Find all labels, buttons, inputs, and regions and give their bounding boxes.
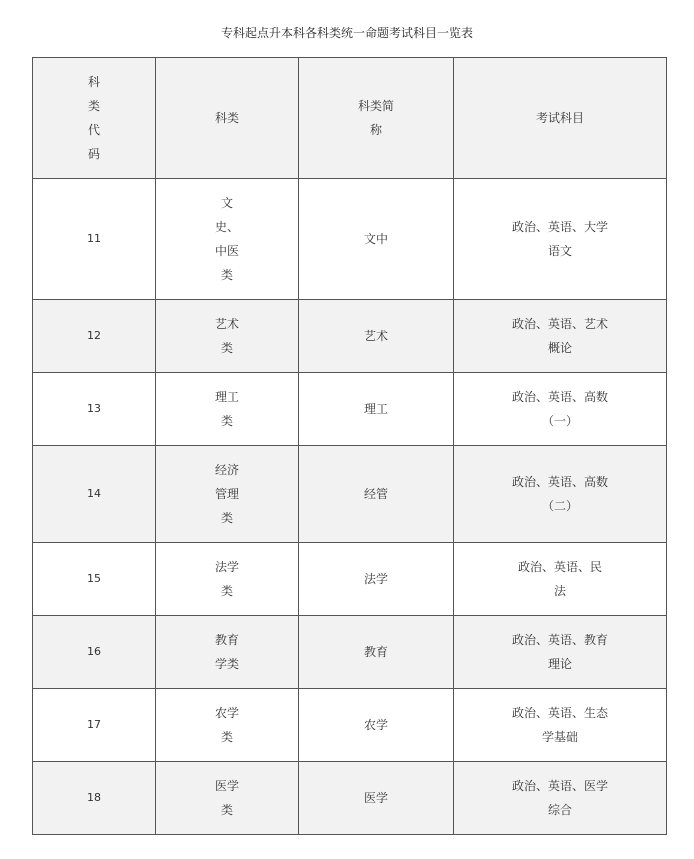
- category-text: 教育 学类: [214, 633, 239, 671]
- cell-subjects: [454, 616, 667, 689]
- subjects-text: 政治、英语、民 法: [517, 560, 602, 598]
- cell-short: [299, 762, 454, 835]
- cell-category: [156, 616, 299, 689]
- code-text: 15: [87, 572, 101, 585]
- header-short: [299, 58, 454, 179]
- short-text: 法学: [363, 572, 388, 586]
- cell-category: [156, 446, 299, 543]
- header-subjects-label: 考试科目: [535, 111, 584, 125]
- short-text: 理工: [363, 402, 388, 416]
- table-header-row: [33, 58, 667, 179]
- subjects-text: 政治、英语、大学 语文: [511, 220, 608, 258]
- category-text: 农学 类: [214, 706, 239, 744]
- cell-subjects: [454, 373, 667, 446]
- short-text: 文中: [363, 232, 388, 246]
- header-code: [33, 58, 156, 179]
- page-title: 专科起点升本科各科类统一命题考试科目一览表: [220, 26, 473, 40]
- category-text: 医学 类: [214, 779, 239, 817]
- header-category-label: 科类: [214, 111, 239, 125]
- cell-category: [156, 762, 299, 835]
- table-row: [33, 446, 667, 543]
- subjects-text: 政治、英语、高数 （二）: [511, 475, 608, 513]
- cell-short: [299, 179, 454, 300]
- cell-category: [156, 179, 299, 300]
- cell-code: [33, 300, 156, 373]
- code-text: 12: [87, 329, 101, 342]
- category-text: 经济 管理 类: [214, 463, 239, 525]
- short-text: 农学: [363, 718, 388, 732]
- cell-category: [156, 543, 299, 616]
- cell-code: [33, 446, 156, 543]
- cell-subjects: [454, 446, 667, 543]
- cell-subjects: [454, 179, 667, 300]
- subjects-text: 政治、英语、医学 综合: [511, 779, 608, 817]
- header-category: [156, 58, 299, 179]
- cell-category: [156, 300, 299, 373]
- short-text: 经管: [363, 487, 388, 501]
- cell-short: [299, 689, 454, 762]
- code-text: 16: [87, 645, 101, 658]
- cell-short: [299, 300, 454, 373]
- exam-subjects-table: [32, 57, 667, 835]
- table-row: [33, 179, 667, 300]
- cell-category: [156, 373, 299, 446]
- subjects-text: 政治、英语、教育 理论: [511, 633, 608, 671]
- subjects-text: 政治、英语、高数 （一）: [511, 390, 608, 428]
- cell-subjects: [454, 300, 667, 373]
- cell-short: [299, 446, 454, 543]
- cell-subjects: [454, 762, 667, 835]
- cell-subjects: [454, 543, 667, 616]
- subjects-text: 政治、英语、生态 学基础: [511, 706, 608, 744]
- table-row: [33, 616, 667, 689]
- category-text: 法学 类: [214, 560, 239, 598]
- table-row: [33, 689, 667, 762]
- table-row: [33, 300, 667, 373]
- table-row: [33, 543, 667, 616]
- subjects-text: 政治、英语、艺术 概论: [511, 317, 608, 355]
- category-text: 艺术 类: [214, 317, 239, 355]
- header-subjects: [454, 58, 667, 179]
- short-text: 教育: [363, 645, 388, 659]
- code-text: 18: [87, 791, 101, 804]
- cell-short: [299, 616, 454, 689]
- header-code-label: 科 类 代 码: [87, 75, 100, 161]
- short-text: 艺术: [363, 329, 388, 343]
- code-text: 14: [87, 487, 101, 500]
- category-text: 理工 类: [214, 390, 239, 428]
- header-short-label: 科类简 称: [357, 99, 394, 137]
- cell-code: [33, 689, 156, 762]
- table-row: [33, 373, 667, 446]
- cell-code: [33, 373, 156, 446]
- code-text: 13: [87, 402, 101, 415]
- cell-code: [33, 616, 156, 689]
- cell-subjects: [454, 689, 667, 762]
- code-text: 17: [87, 718, 101, 731]
- cell-category: [156, 689, 299, 762]
- category-text: 文 史、 中医 类: [214, 196, 239, 282]
- table-row: [33, 762, 667, 835]
- cell-code: [33, 543, 156, 616]
- cell-code: [33, 762, 156, 835]
- cell-short: [299, 373, 454, 446]
- short-text: 医学: [363, 791, 388, 805]
- code-text: 11: [87, 232, 101, 245]
- cell-code: [33, 179, 156, 300]
- cell-short: [299, 543, 454, 616]
